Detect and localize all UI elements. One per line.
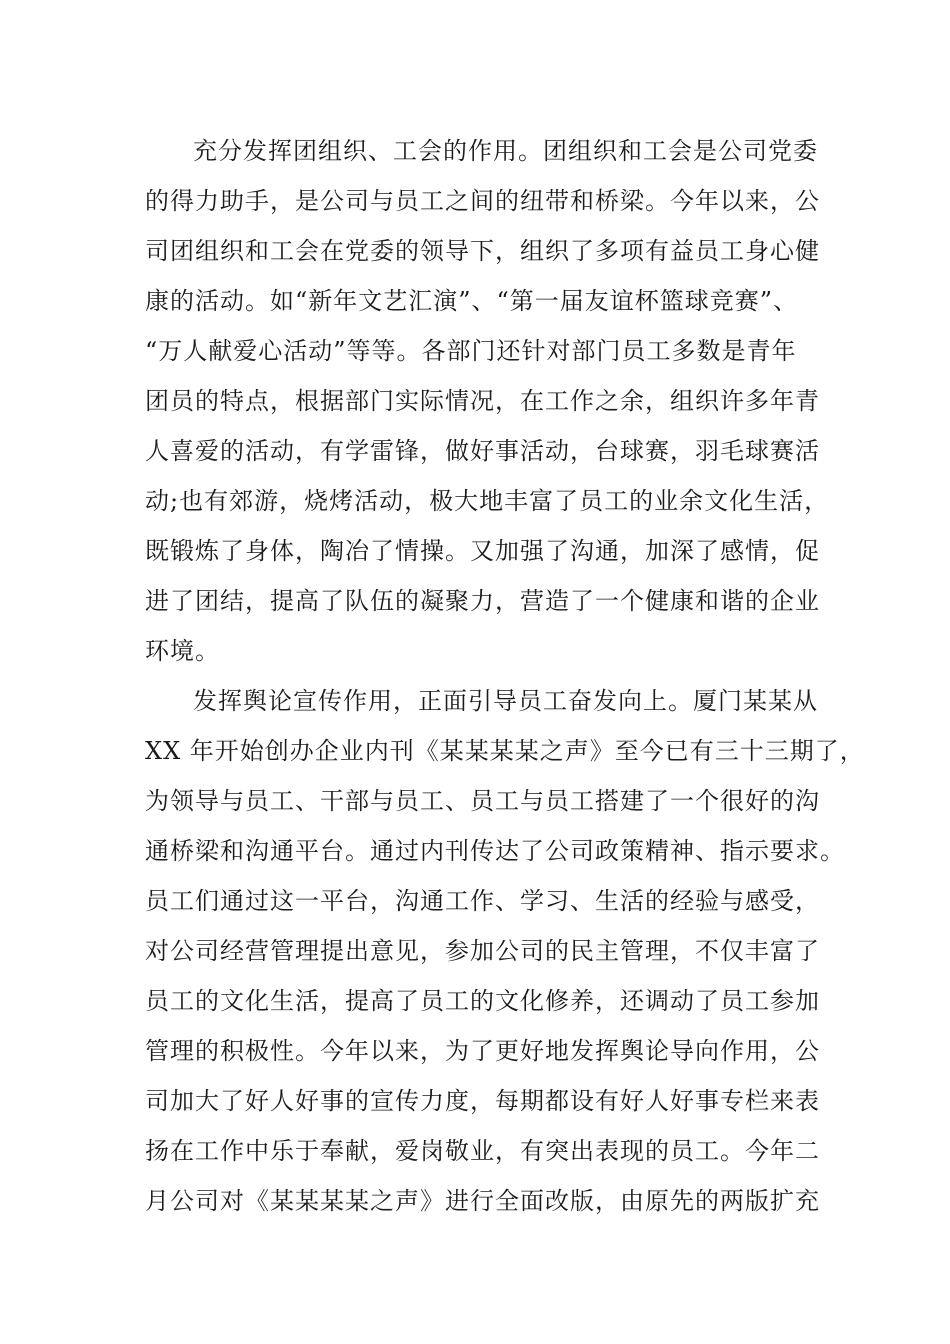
paragraph-1-line: 司团组织和工会在党委的领导下，组织了多项有益员工身心健 [145, 237, 820, 265]
paragraph-2-line: 司加大了好人好事的宣传力度，每期都设有好人好事专栏来表 [145, 1087, 820, 1115]
paragraph-2-line: 扬在工作中乐于奉献，爱岗敬业，有突出表现的员工。今年二 [145, 1137, 820, 1165]
paragraph-2-line: 通桥梁和沟通平台。通过内刊传达了公司政策精神、指示要求。 [145, 837, 845, 865]
paragraph-2-line: XX 年开始创办企业内刊《某某某某之声》至今已有三十三期了， [145, 737, 865, 765]
paragraph-2-line: 对公司经营管理提出意见，参加公司的民主管理，不仅丰富了 [145, 937, 820, 965]
paragraph-1-line: 动;也有郊游，烧烤活动，极大地丰富了员工的业余文化生活， [145, 487, 830, 515]
paragraph-1-line: 环境。 [145, 637, 220, 665]
paragraph-1-line: 进了团结，提高了队伍的凝聚力，营造了一个健康和谐的企业 [145, 587, 820, 615]
paragraph-2-line: 为领导与员工、干部与员工、员工与员工搭建了一个很好的沟 [145, 787, 820, 815]
paragraph-1-line: “万人献爱心活动”等等。各部门还针对部门员工多数是青年 [145, 337, 797, 365]
paragraph-2-line: 发挥舆论宣传作用，正面引导员工奋发向上。厦门某某从 [193, 687, 818, 715]
paragraph-1-line: 团员的特点，根据部门实际情况，在工作之余，组织许多年青 [145, 387, 820, 415]
paragraph-2-line: 月公司对《某某某某之声》进行全面改版，由原先的两版扩充 [145, 1187, 820, 1215]
paragraph-1-line: 既锻炼了身体，陶冶了情操。又加强了沟通，加深了感情，促 [145, 537, 820, 565]
paragraph-2-line: 员工们通过这一平台，沟通工作、学习、生活的经验与感受， [145, 887, 820, 915]
paragraph-1-line: 康的活动。如“新年文艺汇演”、“第一届友谊杯篮球竞赛”、 [145, 287, 799, 315]
paragraph-1-line: 的得力助手，是公司与员工之间的纽带和桥梁。今年以来，公 [145, 187, 820, 215]
paragraph-1-line: 人喜爱的活动，有学雷锋，做好事活动，台球赛，羽毛球赛活 [145, 437, 820, 465]
paragraph-2-line: 管理的积极性。今年以来，为了更好地发挥舆论导向作用，公 [145, 1037, 820, 1065]
paragraph-1-line: 充分发挥团组织、工会的作用。团组织和工会是公司党委 [193, 137, 818, 165]
paragraph-2-line: 员工的文化生活，提高了员工的文化修养，还调动了员工参加 [145, 987, 820, 1015]
